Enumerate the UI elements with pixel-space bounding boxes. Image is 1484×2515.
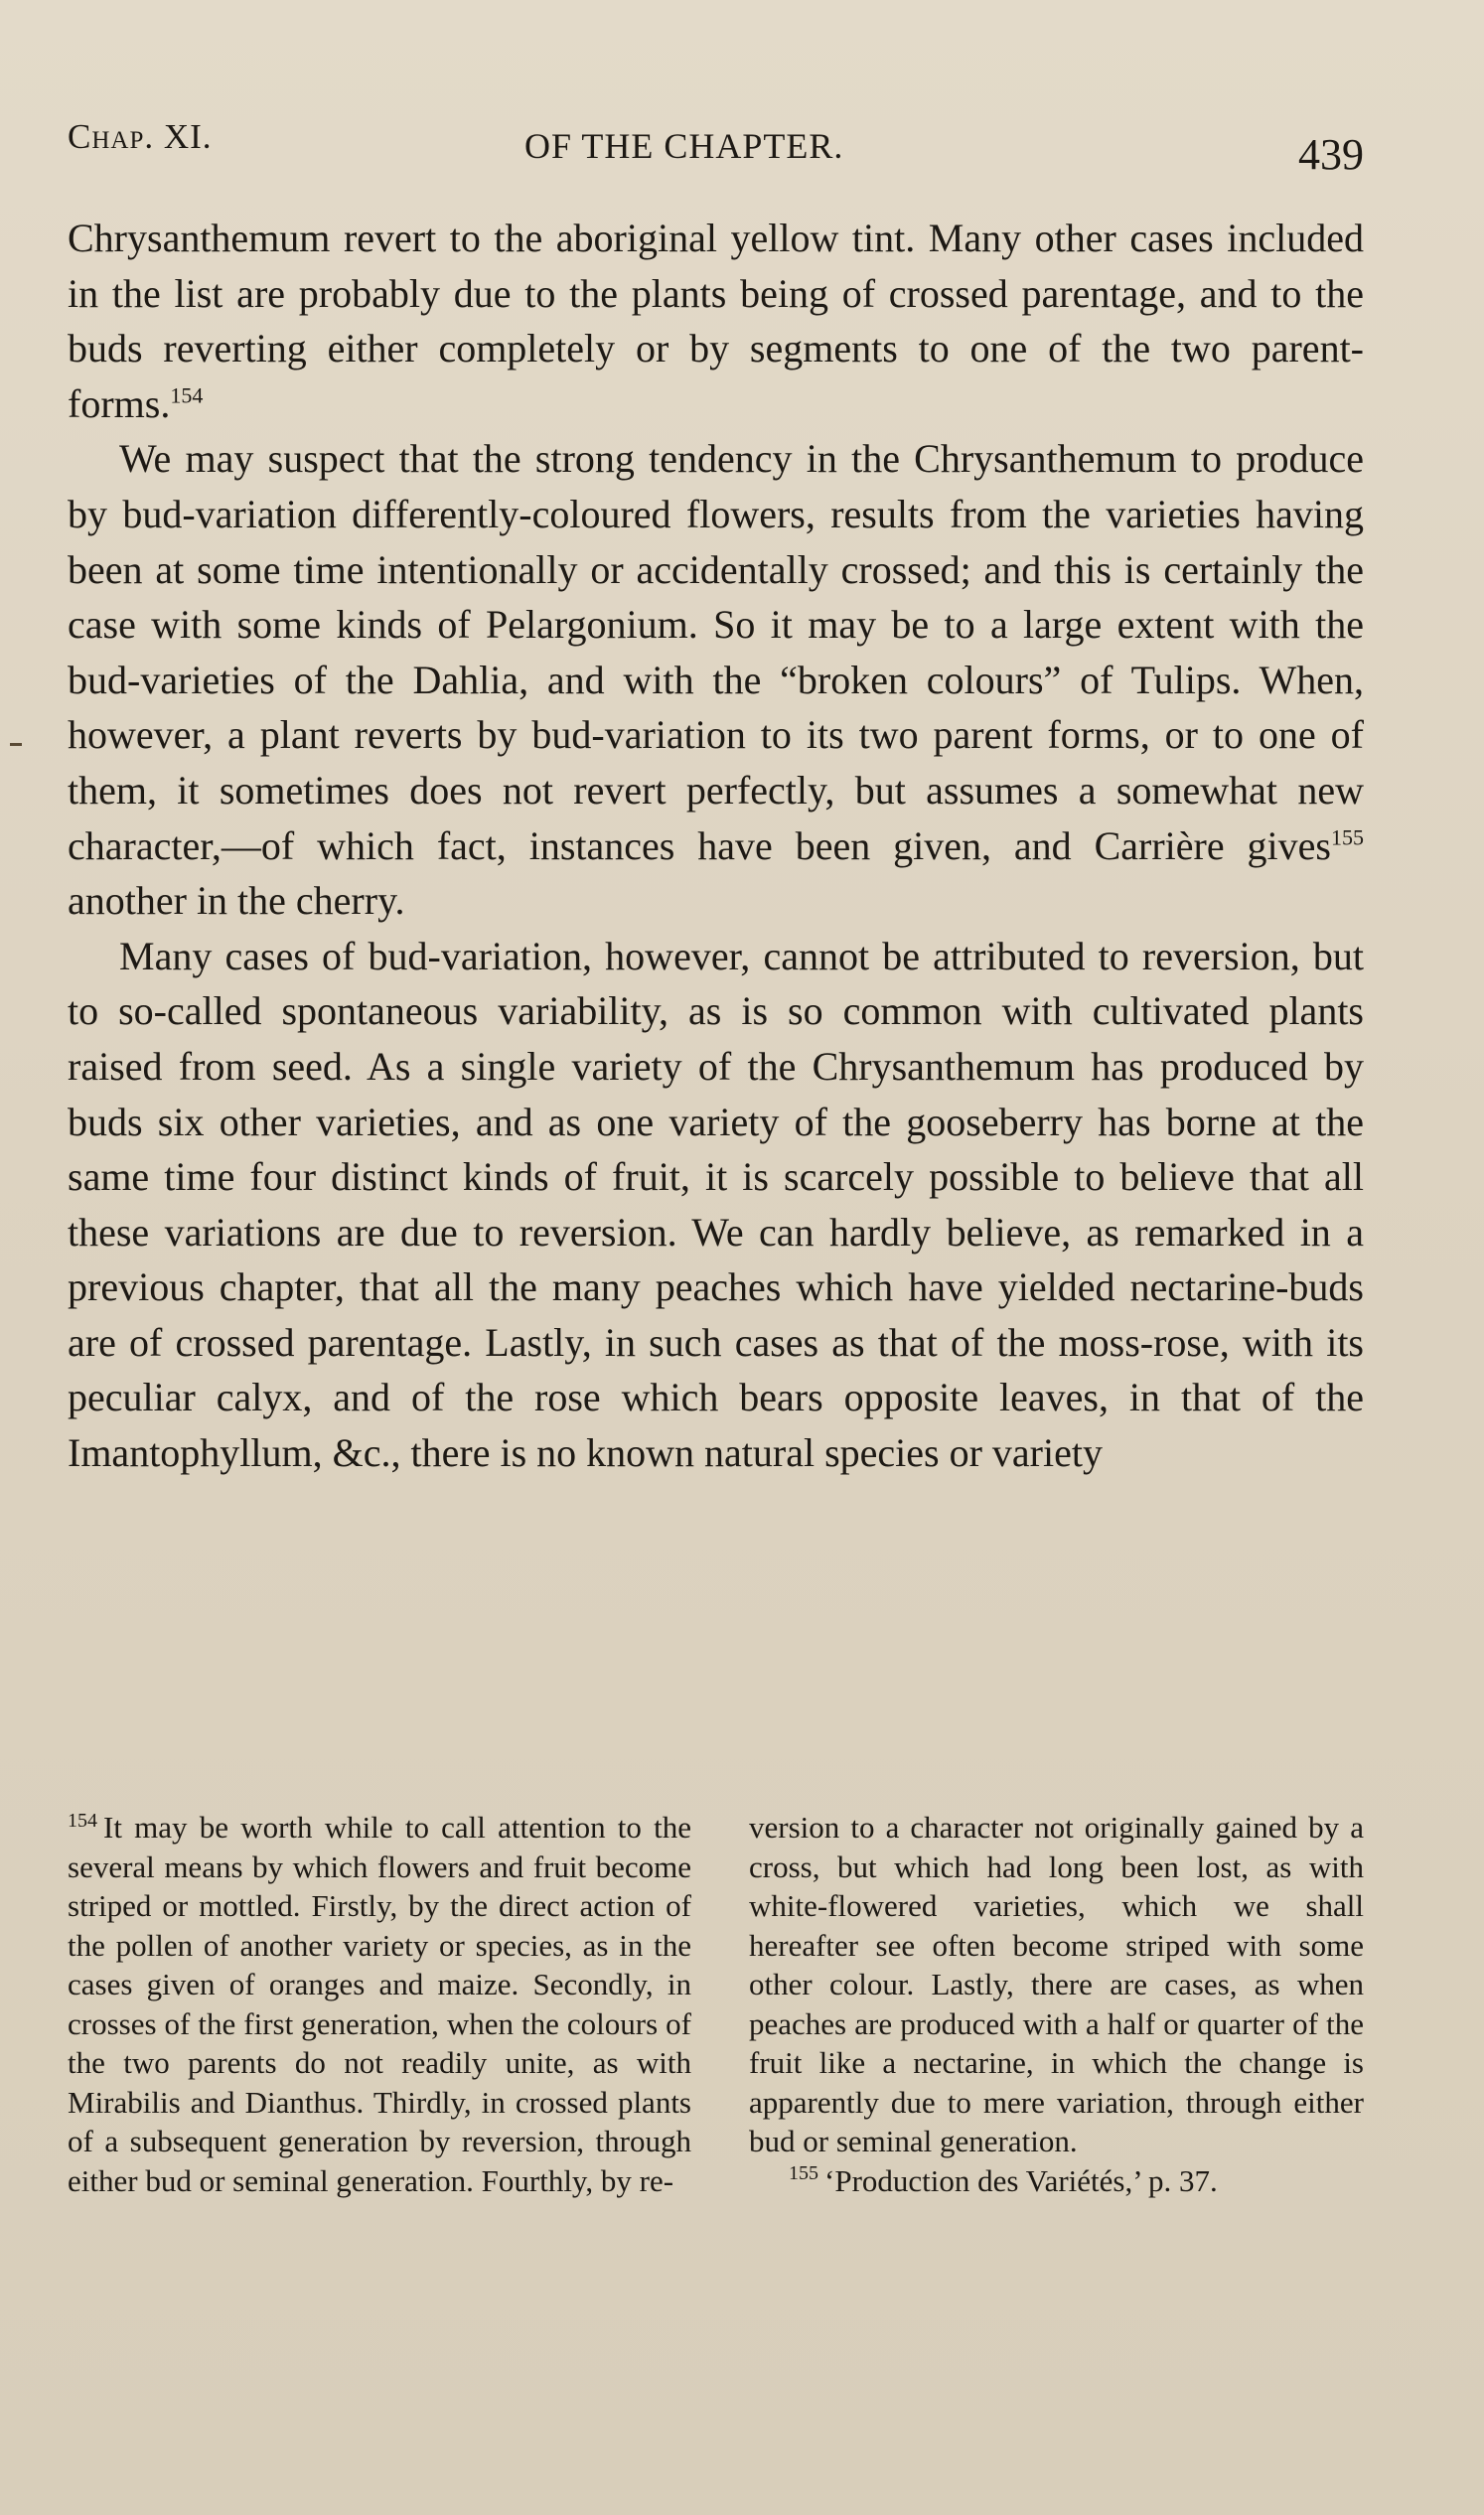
footnote-155: [749, 2161, 1364, 2201]
margin-mark: [10, 743, 22, 746]
footnotes: [68, 1808, 1364, 2364]
footnote-ref-154: 154: [170, 382, 204, 408]
footnote-154-text: It may be worth while to call attention to the several means by which flowers and fruit become striped or mottled. Firstly, by the direct action of the pollen of another variety or species, as in the cases given of oranges and maize. Secondly, in crosses of the first generation, when the colours of the two parents do not readily unite, as with Mirabilis and Dianthus. Thirdly, in crossed plants of a subsequent generation by reversion, through either bud or seminal generation. Fourthly, by re-: [68, 1810, 691, 2198]
footnote-155-number: 155: [789, 2162, 818, 2185]
chapter-label: Chap. XI.: [68, 117, 213, 156]
page-number: 439: [1298, 130, 1364, 179]
main-text: [68, 211, 1364, 1481]
footnote-154-continued: version to a character not originally gained by a cross, but which had long been lost, as with white-flowered varieties, which we shall hereafter see often become striped with some other colour. Lastly, there are cases, as when peaches are produced with a half or quarter of the fruit like a nectarine, in which the change is apparently due to mere variation, through either bud or seminal generation.: [749, 1810, 1364, 2158]
paragraph-2: [68, 431, 1364, 928]
footnote-154-number: 154: [68, 1809, 97, 1832]
running-title: OF THE CHAPTER.: [524, 126, 844, 166]
footnote-column-left: [68, 1808, 691, 2200]
footnote-ref-155: 155: [1331, 824, 1364, 850]
paragraph-3-text: Many cases of bud-variation, however, cannot be attributed to reversion, but to so-called spontaneous variability, as is so common with cultivated plants raised from seed. As a single variety of the Chrysanthemum has produced by buds six other varieties, and as one variety of the gooseberry has borne at the same time four distinct kinds of fruit, it is scarcely possible to believe that all these variations are due to reversion. We can hardly believe, as remarked in a previous chapter, that all the many peaches which have yielded nectarine-buds are of crossed parentage. Lastly, in such cases as that of the moss-rose, with its peculiar calyx, and of the rose which bears opposite leaves, in that of the Imantophyllum, &c., there is no known natural species or variety: [68, 933, 1364, 1476]
footnote-155-text: ‘Production des Variétés,’ p. 37.: [824, 2162, 1218, 2198]
paragraph-1: [68, 211, 1364, 431]
paragraph-2-tail: another in the cherry.: [68, 878, 405, 924]
running-header: [68, 117, 1364, 187]
paragraph-2-text: We may suspect that the strong tendency in the Chrysanthemum to produce by bud-variation differently-coloured flowers, results from the varieties having been at some time intentionally or accidentally crossed; and this is certainly the case with some kinds of Pelargonium. So it may be to a large extent with the bud-varieties of the Dahlia, and with the “broken colours” of Tulips. When, however, a plant reverts by bud-variation to its two parent forms, or to one of them, it sometimes does not revert perfectly, but assumes a somewhat new character,—of which fact, instances have been given, and Carrière gives: [68, 436, 1364, 868]
footnote-154: [68, 1808, 691, 2200]
paragraph-3: [68, 929, 1364, 1481]
footnote-column-right: [749, 1808, 1364, 2200]
paragraph-1-text: Chrysanthemum revert to the aboriginal yellow tint. Many other cases included in the list are probably due to the plants being of crossed parentage, and to the buds reverting either completely or by segments to one of the two parent-forms.: [68, 216, 1364, 426]
